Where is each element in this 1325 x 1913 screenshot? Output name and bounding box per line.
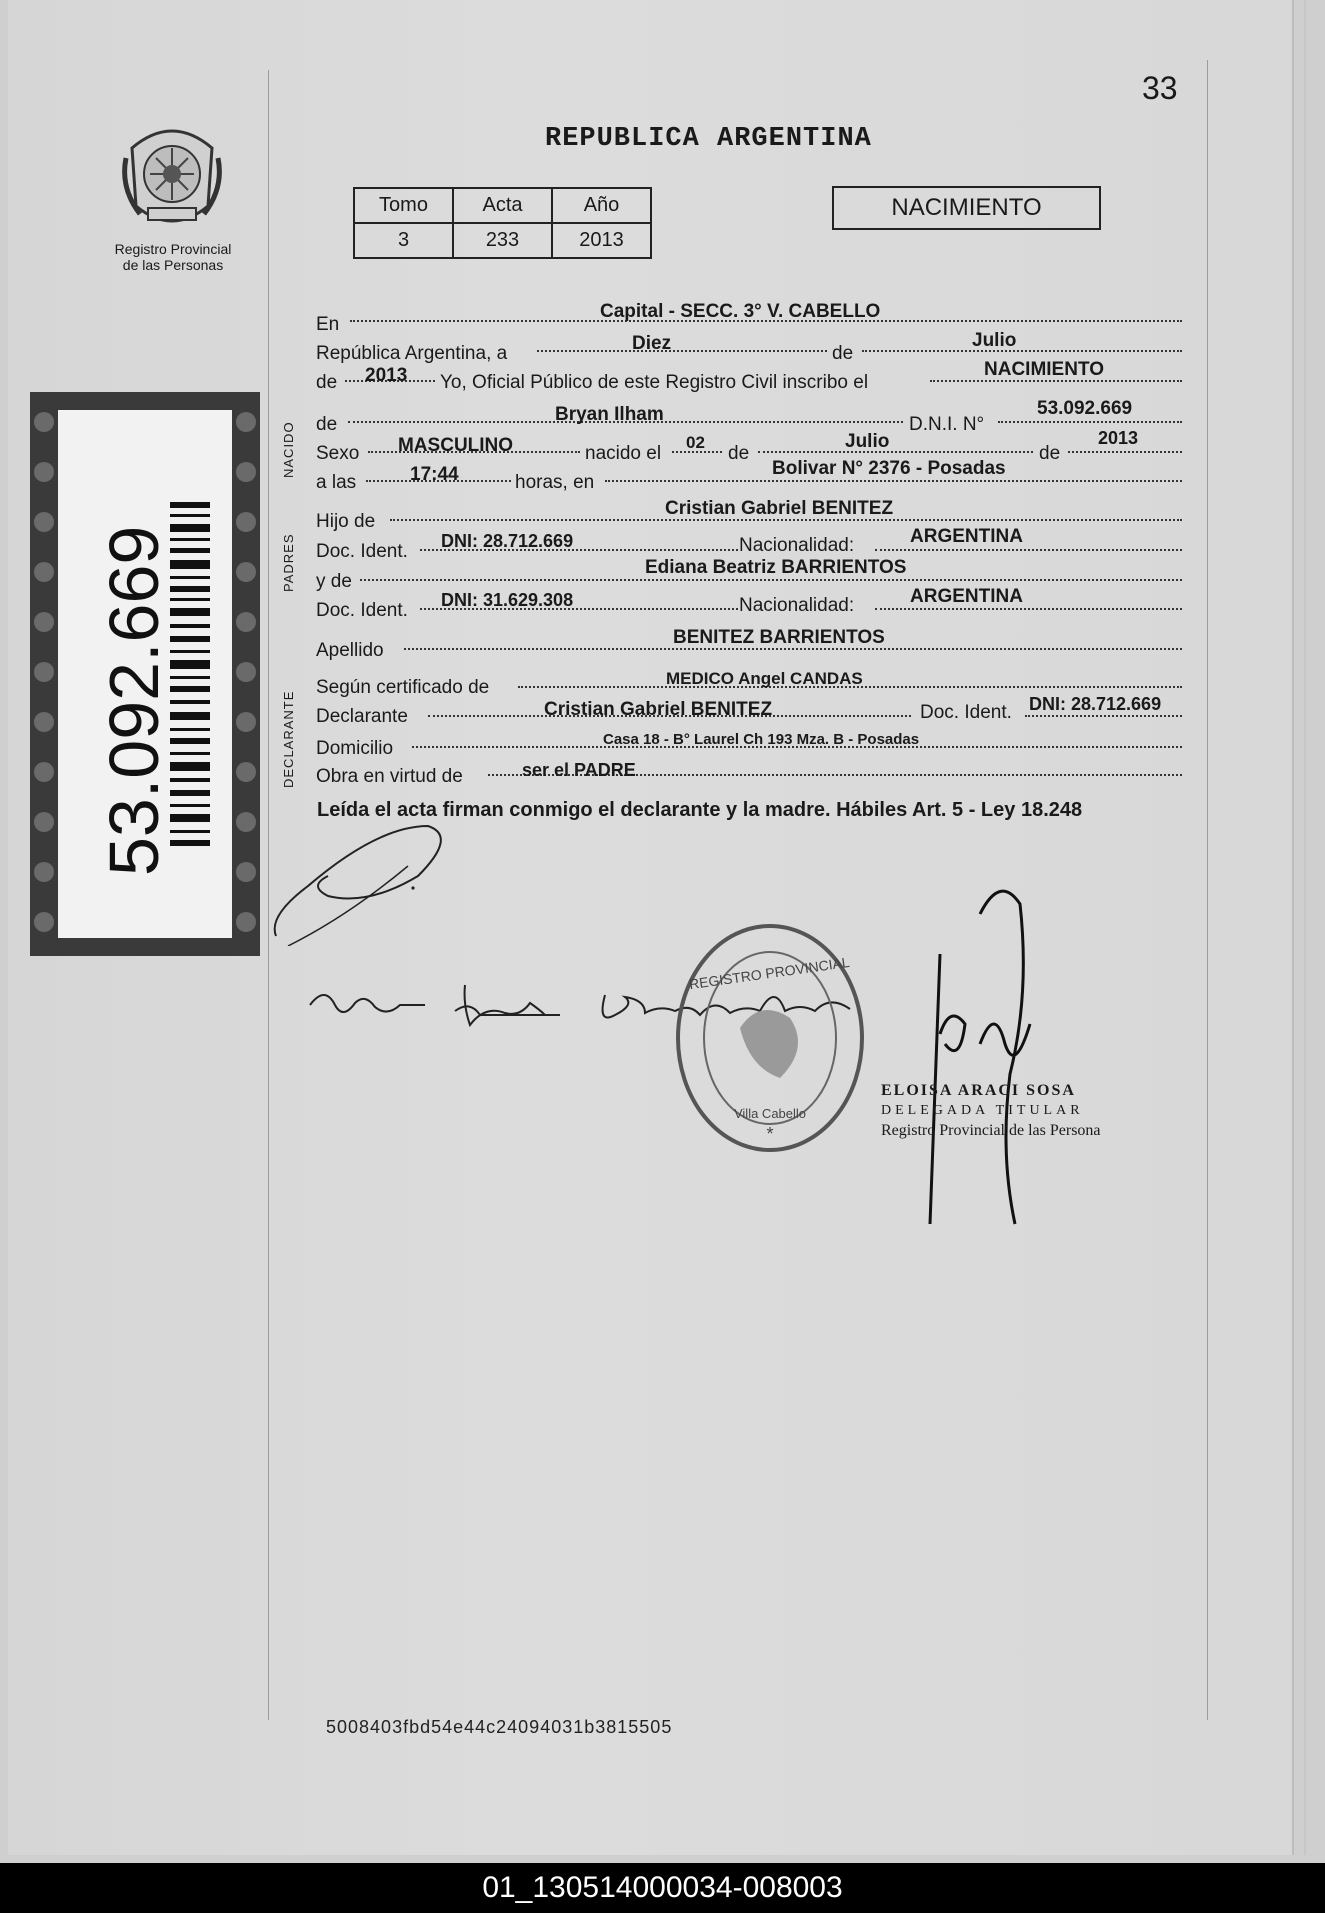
dotted-line xyxy=(1068,451,1182,453)
dotted-line xyxy=(875,549,1182,551)
svg-text:Villa Cabello: Villa Cabello xyxy=(733,1106,807,1121)
dotted-line xyxy=(360,579,1182,581)
field-madre: Ediana Beatriz BARRIENTOS xyxy=(645,557,907,578)
page-edge xyxy=(1304,0,1306,1855)
field-mes: Julio xyxy=(972,330,1017,351)
dotted-line xyxy=(875,608,1182,610)
label-en: En xyxy=(316,314,340,335)
field-lugar-nacimiento: Bolivar N° 2376 - Posadas xyxy=(772,458,1006,479)
field-obra: ser el PADRE xyxy=(522,760,636,780)
table-cell: 3 xyxy=(354,223,453,258)
label-doc-ident: Doc. Ident. xyxy=(316,541,408,562)
section-label-nacido: NACIDO xyxy=(281,421,296,478)
field-padre-doc: DNI: 28.712.669 xyxy=(441,531,574,551)
label-oficial: Yo, Oficial Público de este Registro Civil inscribo el xyxy=(440,372,869,393)
label-dni: D.N.I. N° xyxy=(909,414,985,435)
svg-text:REGISTRO PROVINCIAL: REGISTRO PROVINCIAL xyxy=(688,953,851,993)
right-frame-line xyxy=(1207,60,1208,1720)
field-certificado: MEDICO Angel CANDAS xyxy=(666,669,863,688)
field-madre-nacionalidad: ARGENTINA xyxy=(910,586,1023,607)
logo-caption-line: Registro Provincial xyxy=(114,241,232,257)
document-type-box: NACIMIENTO xyxy=(832,186,1101,230)
dotted-line xyxy=(862,350,1182,352)
field-lugar: Capital - SECC. 3° V. CABELLO xyxy=(600,301,881,322)
closing-text: Leída el acta firman conmigo el declarante y la madre. Hábiles Art. 5 - Ley 18.248 xyxy=(317,799,1083,821)
label-de: de xyxy=(832,343,854,364)
label-nacionalidad: Nacionalidad: xyxy=(739,595,855,616)
barcode-number: 53.092.669 xyxy=(95,525,173,876)
page-number: 33 xyxy=(1142,70,1178,106)
label-domicilio: Domicilio xyxy=(316,738,394,759)
label-nacionalidad: Nacionalidad: xyxy=(739,535,855,556)
label-sexo: Sexo xyxy=(316,443,360,464)
field-declarante: Cristian Gabriel BENITEZ xyxy=(544,699,773,720)
table-header: Acta xyxy=(453,188,552,223)
field-declarante-doc: DNI: 28.712.669 xyxy=(1029,694,1162,714)
field-hora: 17:44 xyxy=(410,464,459,485)
section-label-declarante: DECLARANTE xyxy=(281,690,296,788)
official-name: ELOISA ARACI SOSA xyxy=(881,1082,1076,1099)
dotted-line xyxy=(998,421,1182,423)
label-de: de xyxy=(316,414,338,435)
official-signature-icon xyxy=(920,874,1050,1239)
logo-caption-line: de las Personas xyxy=(122,257,224,273)
field-apellido: BENITEZ BARRIENTOS xyxy=(673,627,885,648)
official-role: DELEGADA TITULAR xyxy=(881,1103,1084,1118)
field-dia-nacimiento: 02 xyxy=(686,433,705,452)
field-sexo: MASCULINO xyxy=(398,435,514,456)
label-de: de xyxy=(316,372,338,393)
table-header: Año xyxy=(552,188,651,223)
field-dni: 53.092.669 xyxy=(1037,398,1133,419)
field-domicilio: Casa 18 - B° Laurel Ch 193 Mza. B - Posadas xyxy=(603,731,920,748)
label-horas-en: horas, en xyxy=(515,472,595,493)
official-office: Registro Provincial de las Persona xyxy=(881,1122,1101,1139)
label-de: de xyxy=(1039,443,1061,464)
label-doc-ident: Doc. Ident. xyxy=(316,600,408,621)
label-republica: República Argentina, a xyxy=(316,343,508,364)
dotted-line xyxy=(537,350,827,352)
svg-text:*: * xyxy=(766,1124,774,1144)
field-nombre: Bryan Ilham xyxy=(555,404,664,425)
declarant-signature-icon xyxy=(268,796,468,951)
table-cell: 2013 xyxy=(552,223,651,258)
field-acto: NACIMIENTO xyxy=(984,359,1104,380)
dotted-line xyxy=(758,451,1033,453)
document-title: REPUBLICA ARGENTINA xyxy=(545,124,872,154)
table-cell: 233 xyxy=(453,223,552,258)
official-block xyxy=(881,1081,1101,1141)
label-a-las: a las xyxy=(316,472,357,493)
document-hash: 5008403fbd54e44c24094031b3815505 xyxy=(326,1717,673,1737)
section-label-padres: PADRES xyxy=(281,533,296,592)
field-padre-nacionalidad: ARGENTINA xyxy=(910,526,1023,547)
barcode-sticker xyxy=(30,392,260,961)
label-nacido-el: nacido el xyxy=(585,443,662,464)
label-apellido: Apellido xyxy=(316,640,384,661)
field-madre-doc: DNI: 31.629.308 xyxy=(441,590,574,610)
label-hijo-de: Hijo de xyxy=(316,511,376,532)
label-doc-ident: Doc. Ident. xyxy=(920,702,1012,723)
logo-caption xyxy=(108,241,238,273)
footer-id-bar: 01_130514000034-008003 xyxy=(0,1863,1325,1913)
field-padre: Cristian Gabriel BENITEZ xyxy=(665,498,894,519)
label-y-de: y de xyxy=(316,571,352,592)
label-segun-certificado: Según certificado de xyxy=(316,677,490,698)
label-de: de xyxy=(728,443,750,464)
field-dia: Diez xyxy=(632,333,672,354)
label-declarante: Declarante xyxy=(316,706,408,727)
province-crest-icon xyxy=(120,118,224,241)
page-edge xyxy=(1292,0,1294,1855)
field-anio-nacimiento: 2013 xyxy=(1098,428,1139,448)
label-obra: Obra en virtud de xyxy=(316,766,463,787)
registry-stamp-icon xyxy=(670,918,870,1163)
field-mes-nacimiento: Julio xyxy=(845,431,890,452)
field-anio: 2013 xyxy=(365,365,408,386)
dotted-line xyxy=(605,480,1182,482)
dotted-line xyxy=(1025,715,1182,717)
registry-table xyxy=(353,187,652,259)
table-header: Tomo xyxy=(354,188,453,223)
